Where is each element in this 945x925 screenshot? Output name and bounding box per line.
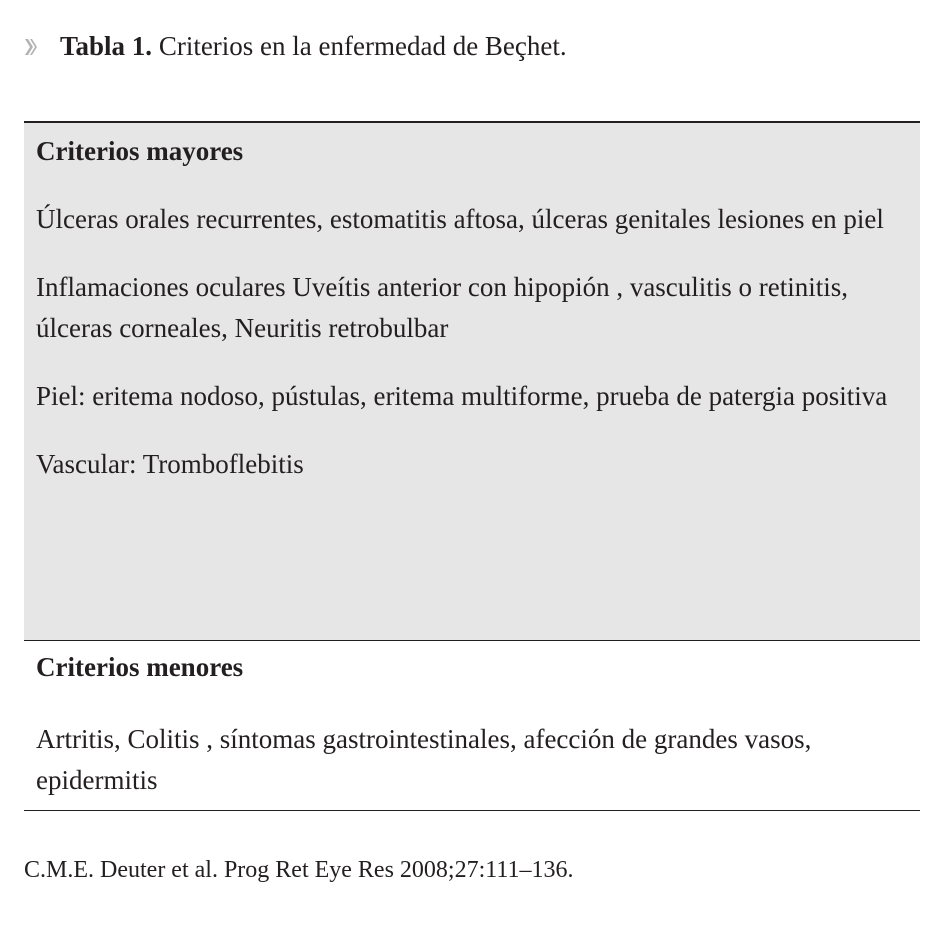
chevron-marker-icon <box>24 38 38 56</box>
major-criteria-item: Úlceras orales recurrentes, estomatitis aftosa, úlceras genitales lesiones en piel <box>36 204 884 234</box>
caption-text: Criterios en la enfermedad de Beçhet. <box>158 31 567 61</box>
minor-criteria-section <box>24 641 920 811</box>
major-criteria-item: Vascular: Tromboflebitis <box>36 449 304 479</box>
major-criteria-item: Piel: eritema nodoso, pústulas, eritema multiforme, prueba de patergia positiva <box>36 381 888 411</box>
major-criteria-section <box>24 121 920 641</box>
major-criteria-item: Inflamaciones oculares Uveítis anterior con hipopión , vasculitis o retinitis, úlceras corneales, Neuritis retrobulbar <box>36 272 849 343</box>
source-citation: C.M.E. Deuter et al. Prog Ret Eye Res 2008;27:111–136. <box>24 857 574 883</box>
minor-criteria-item: Artritis, Colitis , síntomas gastrointestinales, afección de grandes vasos, epidermitis <box>36 724 812 795</box>
major-criteria-title: Criterios mayores <box>36 136 244 166</box>
caption-label: Tabla 1. <box>60 31 153 61</box>
minor-criteria-title: Criterios menores <box>36 652 244 682</box>
criteria-table <box>24 121 920 811</box>
table-caption <box>24 28 567 64</box>
